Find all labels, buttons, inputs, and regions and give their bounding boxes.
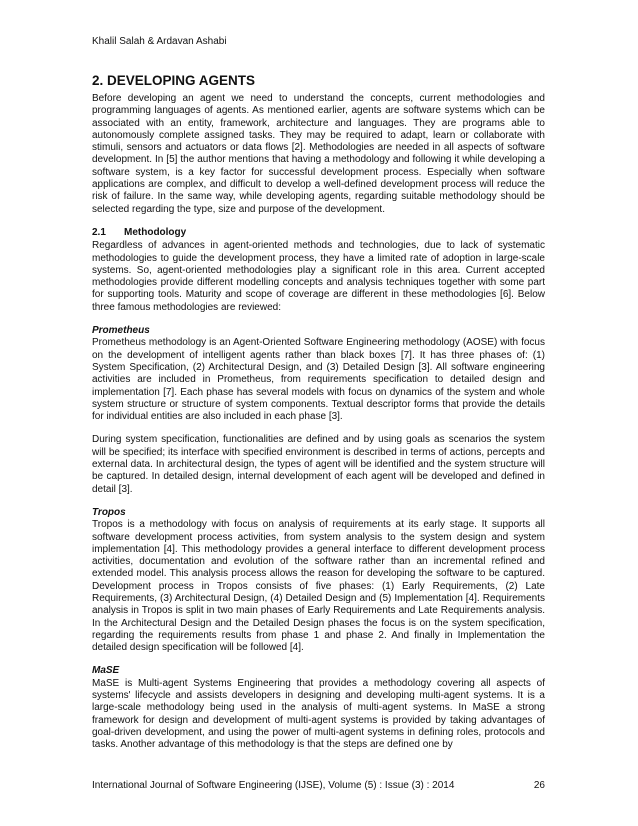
section-intro-paragraph: Before developing an agent we need to understand the concepts, current methodologies and programming languages of agents. As mentioned earlier, agents are software systems which can be associated with an entity, framework, architecture and languages. They are programs able to autonomously complete assigned tasks. They may be required to adapt, learn or collaborate with stimuli, sensors and actuators or data flows [2]. Methodologies are needed in all aspects of software development. In [5] the author mentions that having a methodology and following it while developing a software system, is a key factor for successful development process. Especially when software applications are complex, and difficult to develop a well-defined development process will reduce the risk of failure. In the same way, while developing agents, regarding suitable methodology should be selected regarding the type, size and purpose of the development.	[92, 93, 545, 215]
tropos-paragraph: Tropos is a methodology with focus on analysis of requirements at its early stage. It supports all software development process activities, from system analysis to the system design and system implementation [4]. This methodology provides a general interface to different development process activities, documentation and evolution of the software rather than an incremental refined and extended model. This analysis process allows the reason for developing the software to be captured. Development process in Tropos consists of five phases: (1) Early Requirements, (2) Late Requirements, (3) Architectural Design, (4) Detailed Design and (5) Implementation [4]. Requirements analysis in Tropos is split in two main phases of Early Requirements and Late Requirements analysis. In the Architectural Design and the Detailed Design phases the focus is on the system specification, regarding the requirements results from phase 1 and phase 2. And finally in Implementation the detailed design specification will be followed [4].	[92, 519, 545, 654]
page-number: 26	[533, 780, 545, 791]
mase-paragraph: MaSE is Multi-agent Systems Engineering that provides a methodology covering all aspects of systems' lifecycle and assists developers in designing and developing multi-agent systems. It is a large-scale methodology being used in the analysis of multi-agent systems. In MaSE a strong framework for design and development of multi-agent systems is provided by taking advantages of goal-driven development, and using the power of multi-agent systems in defining roles, protocols and tasks. Another advantage of this methodology is that the steps are defined one by	[92, 677, 545, 751]
journal-citation: International Journal of Software Engineering (IJSE), Volume (5) : Issue (3) : 2014	[92, 780, 455, 791]
spacer	[92, 423, 545, 434]
prometheus-heading: Prometheus	[92, 325, 150, 337]
subsection-title: Methodology	[124, 226, 187, 238]
running-footer	[92, 780, 545, 792]
spacer	[92, 216, 545, 227]
prometheus-paragraph-1: Prometheus methodology is an Agent-Oriented Software Engineering methodology (AOSE) with focus on the development of intelligent agents rather than black boxes [7]. It has three phases of: (1) System Specification, (2) Architectural Design, and (3) Detailed Design [3]. All software engineering activities are included in Prometheus, from requirements specification to detailed design and implementation [7]. Each phase has several models with focus on dynamics of the system and whole system structure or structure of system components. Textual descriptor forms that provide the details for individual entities are also included in each phase [3].	[92, 337, 545, 423]
prometheus-paragraph-2: During system specification, functionalities are defined and by using goals as scenarios the system will be specified; its interface with specified environment is described in terms of actions, percepts and external data. In architectural design, the types of agent will be identified and the system structure will be captured. In detailed design, internal development of each agent will be developed and defined in detail [3].	[92, 434, 545, 495]
spacer	[92, 654, 545, 665]
tropos-heading: Tropos	[92, 506, 126, 518]
mase-heading: MaSE	[92, 665, 120, 677]
running-header: Khalil Salah & Ardavan Ashabi	[92, 36, 227, 47]
methodology-paragraph: Regardless of advances in agent-oriented methods and technologies, due to lack of systematic methodologies to guide the development process, they have a limited rate of adoption in large-scale systems. So, agent-oriented methodologies play a significant role in this area. Current accepted methodologies provide different modelling concepts and analysis techniques together with some part for supporting tools. Maturity and scope of coverage are different in these methodologies [6]. Below three famous methodologies are reviewed:	[92, 240, 545, 313]
spacer	[92, 314, 545, 325]
section-heading: 2. DEVELOPING AGENTS	[92, 73, 256, 88]
article-body	[92, 73, 545, 752]
spacer	[92, 496, 545, 507]
subsection-heading	[92, 227, 545, 239]
subsection-number: 2.1	[92, 226, 106, 238]
